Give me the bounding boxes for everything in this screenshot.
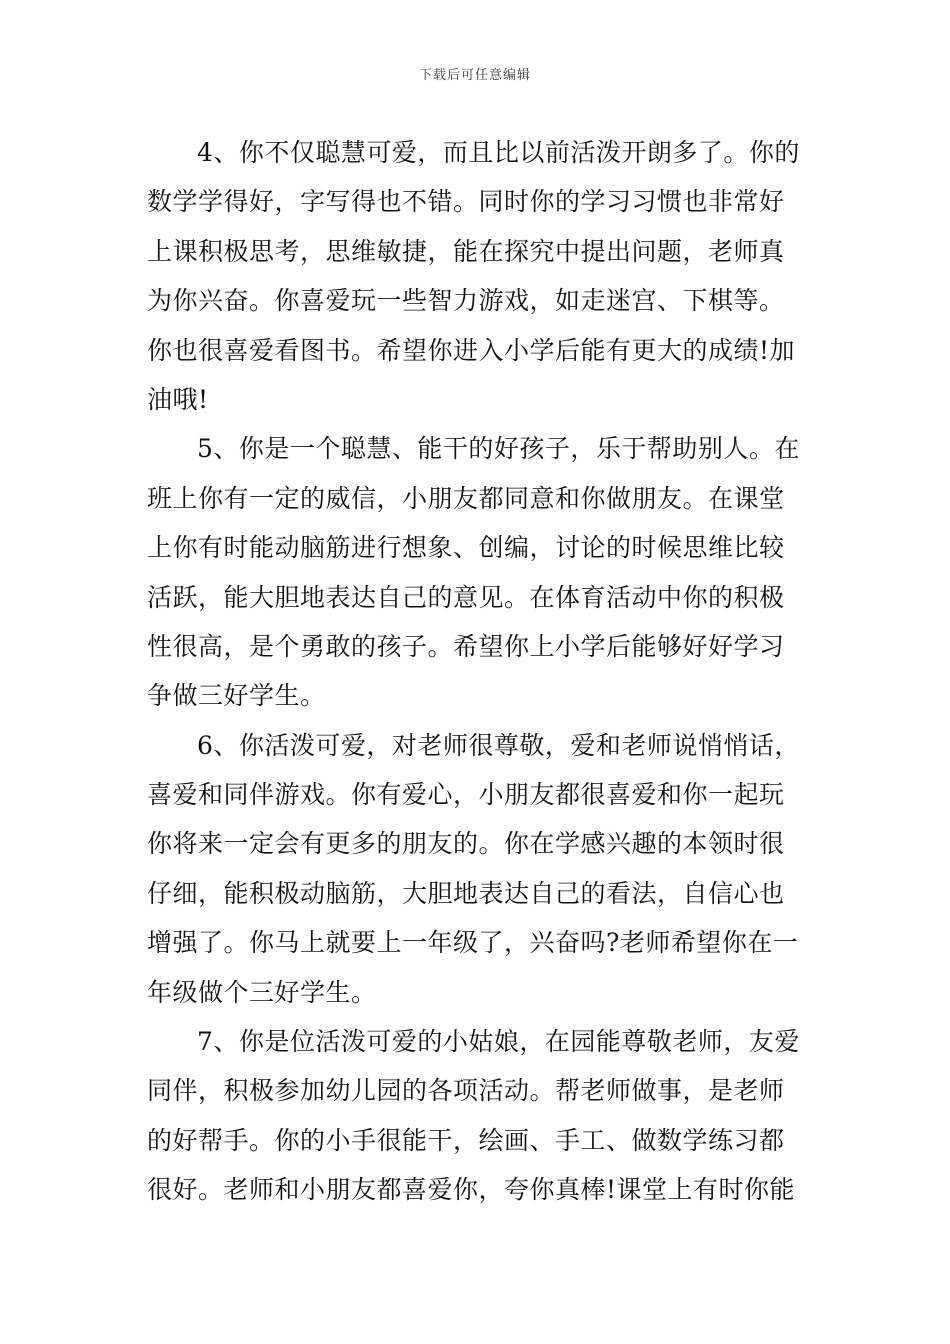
text-line: 你将来一定会有更多的朋友的。你在学感兴趣的本领时很: [147, 829, 785, 859]
text-line: 年级做个三好学生。: [147, 977, 377, 1007]
paragraph-4: [147, 128, 807, 424]
text-line: 性很高，是个勇敢的孩子。希望你上小学后能够好好学习: [147, 631, 785, 661]
text-line: 上课积极思考，思维敏捷，能在探究中提出问题，老师真: [147, 236, 785, 266]
paragraph-7: [147, 1017, 807, 1215]
page-header: 下载后可任意编辑: [418, 68, 531, 83]
document-body: [147, 128, 807, 1215]
text-line: 数学学得好，字写得也不错。同时你的学习习惯也非常好: [147, 187, 785, 217]
text-line: 7、你是位活泼可爱的小姑娘，在园能尊敬老师，友爱: [197, 1027, 800, 1057]
text-line: 6、你活泼可爱，对老师很尊敬，爱和老师说悄悄话，: [197, 730, 800, 760]
text-line: 仔细，能积极动脑筋，大胆地表达自己的看法，自信心也: [147, 878, 785, 908]
text-line: 的好帮手。你的小手很能干，绘画、手工、做数学练习都: [147, 1125, 785, 1155]
paragraph-5: [147, 424, 807, 720]
text-line: 增强了。你马上就要上一年级了，兴奋吗?老师希望你在一: [147, 928, 799, 958]
text-line: 上你有时能动脑筋进行想象、创编，讨论的时候思维比较: [147, 533, 785, 563]
text-line: 争做三好学生。: [147, 681, 326, 711]
text-line: 活跃，能大胆地表达自己的意见。在体育活动中你的积极: [147, 582, 785, 612]
text-line: 你也很喜爱看图书。希望你进入小学后能有更大的成绩!加: [147, 335, 796, 365]
text-line: 为你兴奋。你喜爱玩一些智力游戏，如走迷宫、下棋等。: [147, 286, 785, 316]
text-line: 5、你是一个聪慧、能干的好孩子，乐于帮助别人。在: [197, 434, 800, 464]
text-line: 喜爱和同伴游戏。你有爱心，小朋友都很喜爱和你一起玩: [147, 780, 785, 810]
text-line: 很好。老师和小朋友都喜爱你，夸你真棒!课堂上有时你能: [147, 1175, 796, 1205]
text-line: 油哦!: [147, 384, 209, 414]
paragraph-6: [147, 721, 807, 1017]
text-line: 4、你不仅聪慧可爱，而且比以前活泼开朗多了。你的: [197, 138, 800, 167]
text-line: 班上你有一定的威信，小朋友都同意和你做朋友。在课堂: [147, 483, 785, 513]
text-line: 同伴，积极参加幼儿园的各项活动。帮老师做事，是老师: [147, 1076, 785, 1106]
